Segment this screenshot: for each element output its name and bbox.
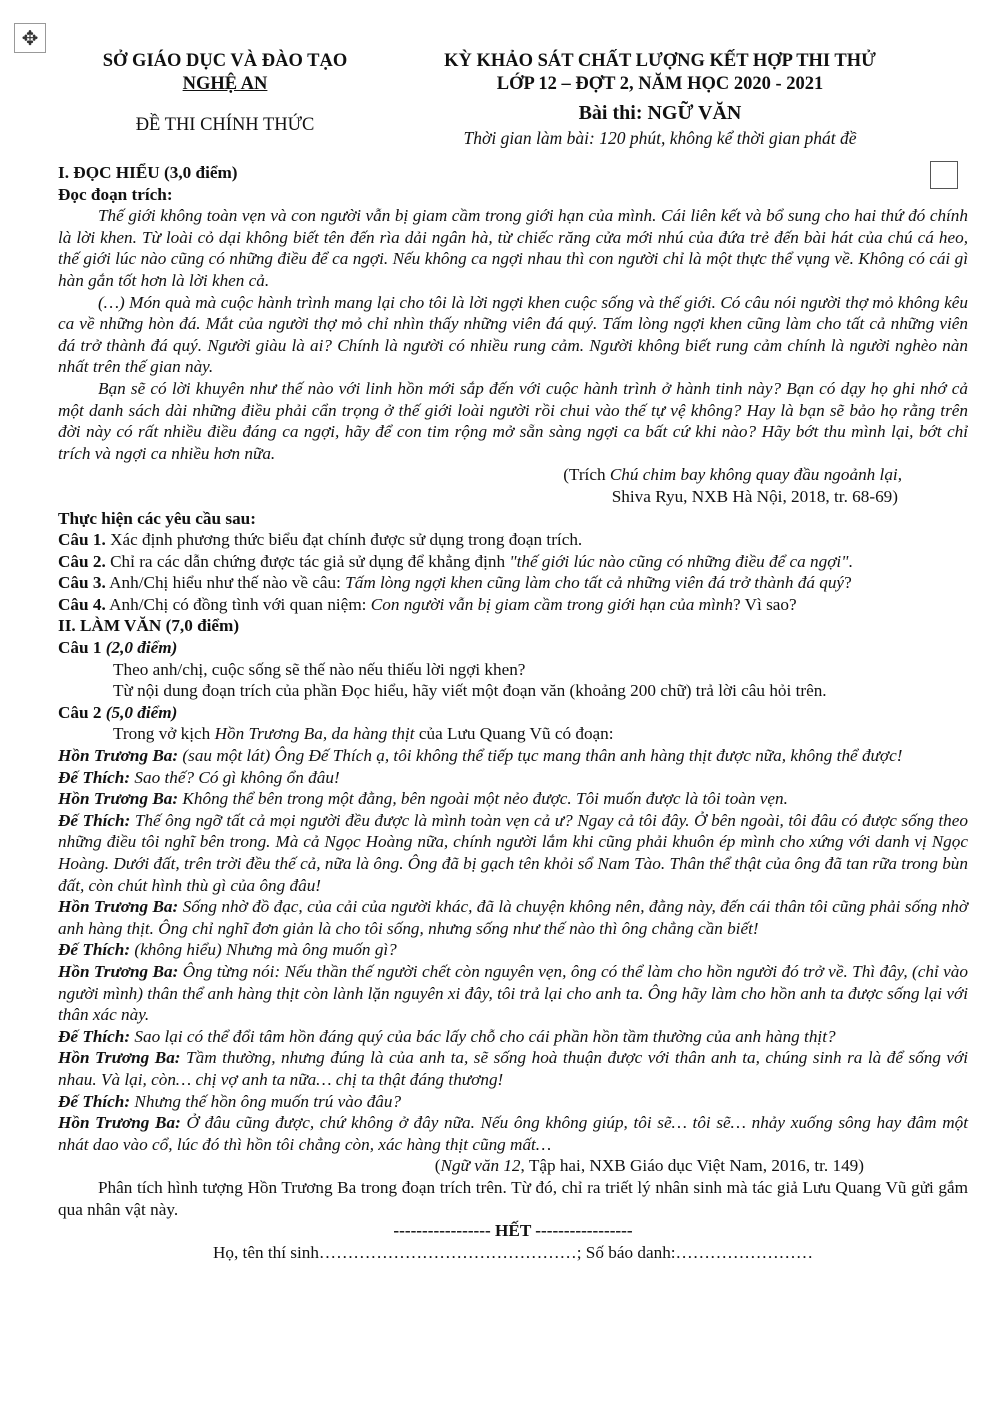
question-text: Xác định phương thức biểu đạt chính được sử dụng trong đoạn trích. xyxy=(110,530,583,550)
citation-rest: , Tập hai, NXB Giáo dục Việt Nam, 2016, tr. 149) xyxy=(520,1156,864,1176)
dialog-line xyxy=(58,939,968,961)
dialog-line xyxy=(58,767,968,789)
question-label: Câu 1. xyxy=(58,530,106,550)
move-arrows-icon[interactable]: ✥ xyxy=(14,23,46,53)
tasks-label: Thực hiện các yêu cầu sau: xyxy=(58,508,256,528)
dialog-line xyxy=(58,961,968,1026)
citation-book-title: Chú chim bay không quay đầu ngoảnh lại, xyxy=(609,465,902,485)
question-text: Chỉ ra các dẫn chứng được tác giả sử dụng để khẳng định xyxy=(110,551,510,571)
dialog-text: Thế ông ngỡ tất cả mọi người đều được là mình toàn vẹn cả ư? Ngay cả tôi đây. Ở bên ngoài, tôi đâu có được sống theo những điều tôi nghĩ bên trong. Mà cả Ngọc Hoàng nữa, chính người lắm khi cũng phải khuôn ép mình cho xứng với danh vị Ngọc Hoàng. Dưới đất, trên trời đều thế cả, nữa là ông. Ông đã bị gạch tên khỏi sổ Nam Tào. Thân thể thật của ông đã tan rữa trong bùn đất, còn chút hình thù gì của ông đâu! xyxy=(58,810,968,895)
dialog-speaker: Đế Thích: xyxy=(58,767,131,787)
question-quote: "thế giới lúc nào cũng có những điều để ca ngợi" xyxy=(509,551,849,571)
dialog-line xyxy=(58,1112,968,1155)
dialog-speaker: Đế Thích: xyxy=(58,940,131,960)
essay-question-label: Câu 1 xyxy=(58,638,102,658)
dialog-line xyxy=(58,1091,968,1113)
dialog-text: (không hiểu) Nhưng mà ông muốn gì? xyxy=(130,940,397,960)
part1-title: I. ĐỌC HIỂU (3,0 điểm) xyxy=(58,163,238,182)
read-label: Đọc đoạn trích: xyxy=(58,184,173,204)
essay-question-points: (5,0 điểm) xyxy=(105,702,178,722)
question-text: Anh/Chị có đồng tình với quan niệm: xyxy=(109,594,371,614)
question-label: Câu 2. xyxy=(58,551,106,571)
dialog-text: Sao lại có thể đổi tâm hồn đáng quý của bác lấy chỗ cho cái phần hồn tầm thường của anh hàng thịt? xyxy=(130,1026,836,1046)
dialog-speaker: Đế Thích: xyxy=(58,1026,131,1046)
question-tail: . xyxy=(848,551,853,571)
essay-question-2-intro xyxy=(58,723,968,745)
province-name: NGHỆ AN xyxy=(182,74,268,94)
exam-time: Thời gian làm bài: 120 phút, không kể thời gian phát đề xyxy=(463,128,857,148)
dialog-speaker: Hồn Trương Ba: xyxy=(58,897,179,917)
dialog-text: Không thể bên trong một đằng, bên ngoài một nẻo được. Tôi muốn được là tôi toàn vẹn. xyxy=(178,789,788,809)
passage-citation-line1 xyxy=(58,464,968,486)
dialog-text: Nhưng thế hồn ông muốn trú vào đâu? xyxy=(130,1091,402,1111)
header-right xyxy=(400,50,920,150)
citation-prefix: (Trích xyxy=(563,465,610,485)
dialog-text: Sao thế? Có gì không ổn đâu! xyxy=(130,767,340,787)
exam-title: KỲ KHẢO SÁT CHẤT LƯỢNG KẾT HỢP THI THỬ xyxy=(444,51,876,71)
passage-paragraph: Bạn sẽ có lời khuyên như thế nào với linh hồn mới sắp đến với cuộc hành trình ở hành tinh này? Bạn có dạy họ ghi nhớ cả một danh sách dài những điều phải cẩn trọng ở thế giới loài người rồi chui vào thế tự vệ không? Hay là bạn sẽ bảo họ rằng trên đời này có rất nhiều điều đáng ca ngợi, hãy để con tim rộng mở sẵn sàng ngợi ca bất cứ khi nào? Hãy bớt thu mình lại, bớt chỉ trích và ngợi ca nhiều hơn nữa. xyxy=(58,378,968,463)
essay-question-1-line: Từ nội dung đoạn trích của phần Đọc hiểu, hãy viết một đoạn văn (khoảng 200 chữ) trả lời câu hỏi trên. xyxy=(113,681,827,701)
dialog-text: Sống nhờ đồ đạc, của cải của người khác, đã là chuyện không nên, đằng này, đến cái thân tôi cũng phải sống nhờ anh hàng thịt. Ông chỉ nghĩ đơn giản là cho tôi sống, nhưng sống như thế nào thì ông chẳng cần biết! xyxy=(58,897,968,938)
dialog-text: (sau một lát) Ông Đế Thích ạ, tôi không thể tiếp tục mang thân anh hàng thịt được nữa, không thể được! xyxy=(178,746,903,766)
question-1 xyxy=(58,529,968,551)
dialog-line xyxy=(58,1026,968,1048)
passage-paragraph: Thế giới không toàn vẹn và con người vẫn bị giam cầm trong giới hạn của mình. Cái liên kết và bổ sung cho hai thứ đó chính là lời khen. Từ loài cỏ dại không biết tên đến rìa dải ngân hà, từ chiếc răng cửa mới nhú của đứa trẻ đến bài hát của chú cá heo, thế giới lúc nào cũng có những điều để ca ngợi. Nếu không ca ngợi nhau thì con người chỉ là một thực thể vụng về. Không có cái gì hàn gắn tốt hơn là lời khen cả. xyxy=(58,206,968,290)
question-quote: Con người vẫn bị giam cầm trong giới hạn của mình xyxy=(370,594,733,614)
question-4 xyxy=(58,594,968,616)
essay-question-1-header xyxy=(58,637,968,659)
dialog-speaker: Hồn Trương Ba: xyxy=(58,1048,181,1068)
exam-round: LỚP 12 – ĐỢT 2, NĂM HỌC 2020 - 2021 xyxy=(496,74,824,94)
department-name: SỞ GIÁO DỤC VÀ ĐÀO TẠO xyxy=(102,51,348,71)
dialog-line xyxy=(58,1047,968,1090)
dialog-text: Ở đâu cũng được, chứ không ở đây nữa. Nếu ông không giúp, tôi sẽ… tôi sẽ… nhảy xuống sông hay đâm một nhát dao vào cổ, lúc đó thì hồn tôi chẳng còn, xác hàng thịt cũng mất… xyxy=(58,1113,968,1154)
essay-task: Phân tích hình tượng Hồn Trương Ba trong đoạn trích trên. Từ đó, chỉ ra triết lý nhân sinh mà tác giả Lưu Quang Vũ gửi gắm qua nhân vật này. xyxy=(58,1177,968,1219)
end-marker: ----------------- HẾT ----------------- xyxy=(393,1221,633,1241)
essay-question-label: Câu 2 xyxy=(58,702,102,722)
header-left xyxy=(70,50,380,137)
dialog-line xyxy=(58,788,968,810)
question-label: Câu 4. xyxy=(58,594,106,614)
play-title: Hồn Trương Ba, da hàng thịt xyxy=(214,724,415,744)
question-label: Câu 3. xyxy=(58,573,106,593)
dialog-speaker: Hồn Trương Ba: xyxy=(58,961,179,981)
dialog-speaker: Hồn Trương Ba: xyxy=(58,1113,181,1133)
dialog-speaker: Hồn Trương Ba: xyxy=(58,746,179,766)
passage-citation-line2: Shiva Ryu, NXB Hà Nội, 2018, tr. 68-69) xyxy=(611,486,898,506)
passage-paragraph: (…) Món quà mà cuộc hành trình mang lại cho tôi là lời ngợi khen cuộc sống và thế giới. Có câu nói người thợ mỏ không kêu ca về những hòn đá. Mắt của người thợ mỏ chỉ nhìn thấy những viên đá quý. Tấm lòng ngợi khen cũng làm cho tất cả những viên đá trở thành đá quý. Người giàu là ai? Chính là người có nhiều rung cảm. Người không biết rung cảm chính là người nghèo nàn nhất trên thế gian này. xyxy=(58,292,968,377)
exam-content xyxy=(58,162,968,1263)
dialog-line xyxy=(58,810,968,896)
citation-open: ( xyxy=(434,1156,441,1176)
question-quote: Tấm lòng ngợi khen cũng làm cho tất cả những viên đá trở thành đá quý xyxy=(345,573,845,593)
dialog-speaker: Đế Thích: xyxy=(58,1091,131,1111)
question-tail: ? xyxy=(844,573,852,593)
question-2 xyxy=(58,551,968,573)
essay-question-points: (2,0 điểm) xyxy=(105,638,178,658)
part2-title: II. LÀM VĂN (7,0 điểm) xyxy=(58,616,240,636)
essay-question-1-line: Theo anh/chị, cuộc sống sẽ thế nào nếu thiếu lời ngợi khen? xyxy=(113,659,526,679)
question-3 xyxy=(58,572,968,594)
dialog-speaker: Hồn Trương Ba: xyxy=(58,789,179,809)
question-tail: ? Vì sao? xyxy=(733,594,797,614)
essay-question-2-header xyxy=(58,702,968,724)
dialog-citation xyxy=(58,1155,968,1177)
exam-subject: Bài thi: NGỮ VĂN xyxy=(578,102,742,124)
intro-prefix: Trong vở kịch xyxy=(113,724,215,744)
dialog-text: Ông từng nói: Nếu thần thế người chết còn nguyên vẹn, ông có thể làm cho hồn người đó trở về. Thì đây, (chỉ vào người mình) thân thể anh hàng thịt còn lành lặn nguyên xi đây, tôi trả lại cho anh ta. Ông hãy làm cho hồn anh ta được sống lại với thân xác này. xyxy=(58,961,968,1025)
dialog-line xyxy=(58,896,968,939)
intro-suffix: của Lưu Quang Vũ có đoạn: xyxy=(414,724,614,744)
citation-book-title: Ngữ văn 12 xyxy=(440,1156,521,1176)
candidate-info-line: Họ, tên thí sinh………………………………………; Số báo danh:…………………… xyxy=(212,1242,814,1262)
dialog-speaker: Đế Thích: xyxy=(58,810,131,830)
play-dialog xyxy=(58,745,968,1155)
dialog-line xyxy=(58,745,968,767)
question-text: Anh/Chị hiểu như thế nào về câu: xyxy=(109,573,346,593)
official-exam-label: ĐỀ THI CHÍNH THỨC xyxy=(135,115,315,135)
dialog-text: Tầm thường, nhưng đúng là của anh ta, sẽ sống hoà thuận được với thân anh ta, chúng sinh ra là để sống với nhau. Và lại, còn… chị vợ anh ta nữa… chị ta thật đáng thương! xyxy=(58,1048,968,1089)
